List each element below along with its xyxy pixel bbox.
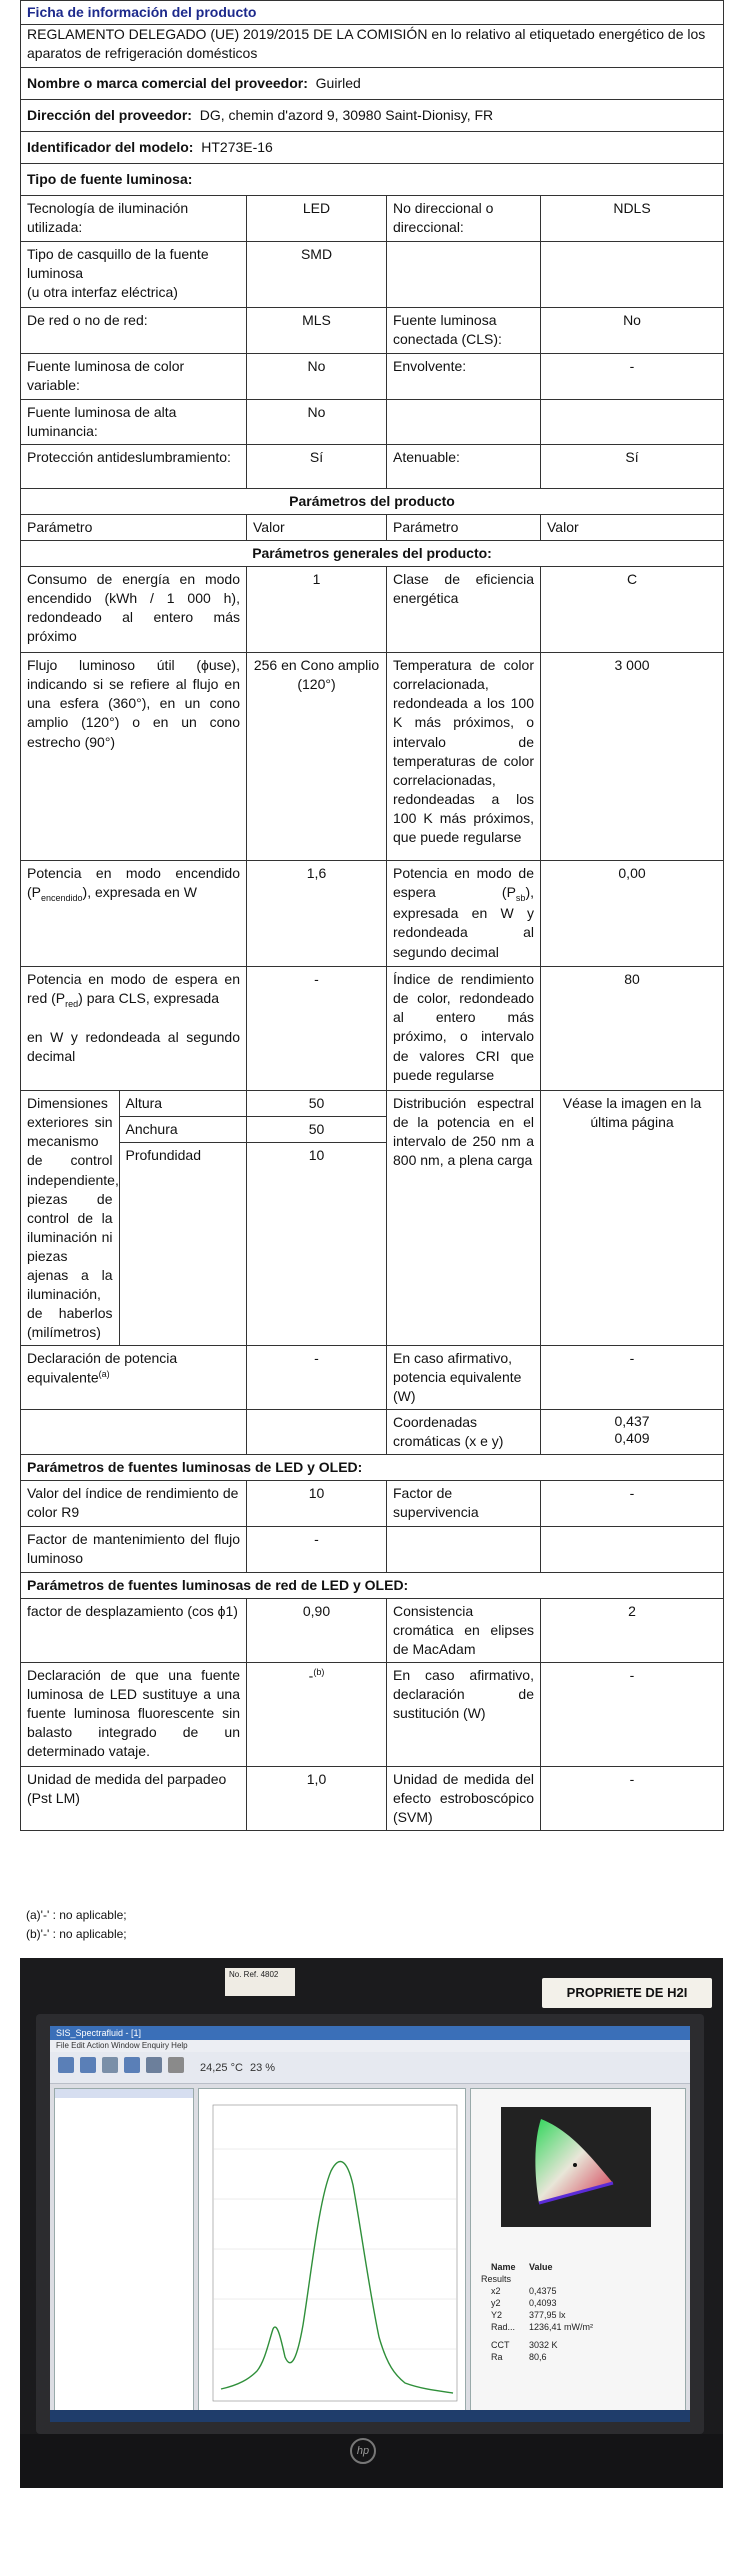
product-params-header: Parámetros del producto: [21, 489, 724, 515]
net-standby-sub: red: [65, 999, 79, 1010]
source-label: Fuente luminosa conectada (CLS):: [387, 308, 541, 354]
replace-value: [247, 1663, 387, 1767]
strobo-value: -: [541, 1767, 724, 1831]
source-value: No: [247, 400, 387, 445]
source-value: Sí: [247, 445, 387, 489]
spectrum-plot: [199, 2089, 465, 2417]
net-standby-label-a: Potencia en modo de espera en red (P: [27, 971, 240, 1007]
source-value: SMD: [247, 242, 387, 308]
dimensions-label: Dimensiones exteriores sin mecanismo de control independiente, piezas de control de la iluminación ni piezas ajenas a la iluminación, de haberlos (milímetros): [21, 1091, 119, 1344]
source-label: No direccional o direccional:: [387, 196, 541, 242]
result-row: [477, 2351, 681, 2363]
source-label: Fuente luminosa de alta luminancia:: [21, 400, 247, 445]
spectrum-plot-panel: [198, 2088, 466, 2418]
mains-led-header: Parámetros de fuentes luminosas de red de LED y OLED:: [21, 1572, 724, 1598]
chroma-value: [541, 1409, 724, 1454]
footnotes: [26, 1906, 127, 1944]
strobo-label: Unidad de medida del efecto estroboscópico (SVM): [387, 1767, 541, 1831]
source-label-line: Tipo de casquillo de la fuente luminosa: [27, 246, 209, 282]
equiv-label-text: Declaración de potencia equivalente: [27, 1349, 178, 1386]
dimension-name: Profundidad: [119, 1143, 246, 1169]
general-params-header: Parámetros generales del producto:: [21, 541, 724, 567]
result-value: 0,4093: [529, 2298, 557, 2308]
result-row: [477, 2321, 681, 2333]
source-label: [21, 242, 247, 308]
temperature-readout: 24,25 °C: [200, 2062, 243, 2074]
source-label: [387, 242, 541, 308]
result-name: Y2: [491, 2310, 503, 2320]
power-on-value: 1,6: [247, 861, 387, 967]
dimension-value: 50: [247, 1091, 386, 1117]
regulation-text: REGLAMENTO DELEGADO (UE) 2019/2015 DE LA COMISIÓN en lo relativo al etiquetado energético de los aparatos de refrigeración domésticos: [21, 25, 724, 68]
sheet-title: Ficha de información del producto: [21, 1, 724, 25]
product-sheet-table: [20, 0, 724, 1831]
standby-label-a: Potencia en modo de espera (P: [393, 865, 534, 901]
column-header-value: Valor: [247, 515, 387, 541]
net-standby-value: -: [247, 967, 387, 1091]
dimension-value: 10: [247, 1143, 386, 1169]
equiv2-value: -: [541, 1345, 724, 1409]
led-params-header: Parámetros de fuentes luminosas de LED y OLED:: [21, 1454, 724, 1480]
address-value: DG, chemin d'azord 9, 30980 Saint-Dionisy, FR: [199, 107, 494, 124]
source-label: Envolvente:: [387, 354, 541, 400]
dimension-name: Anchura: [119, 1117, 246, 1143]
result-name: y2: [491, 2298, 501, 2308]
results-header-name: Name: [491, 2262, 516, 2272]
supplier-row: [21, 68, 724, 100]
net-standby-label-c: en W y redondeada al segundo decimal: [27, 1029, 240, 1065]
energy-value: 1: [247, 567, 387, 653]
source-value: -: [541, 354, 724, 400]
flicker-label: Unidad de medida del parpadeo (Pst LM): [21, 1767, 247, 1831]
cri-value: 80: [541, 967, 724, 1091]
standby-value: 0,00: [541, 861, 724, 967]
cri-label: Índice de rendimiento de color, redondeado al entero más próximo, o intervalo de valores CRI que puede regularse: [387, 967, 541, 1091]
model-value: HT273E-16: [201, 139, 273, 156]
result-name: Ra: [491, 2352, 503, 2362]
macadam-value: 2: [541, 1599, 724, 1663]
flicker-value: 1,0: [247, 1767, 387, 1831]
source-label: Tecnología de iluminación utilizada:: [21, 196, 247, 242]
window-title-bar: SIS_Spectrafluid - [1]: [50, 2026, 690, 2040]
flux-value: 256 en Cono amplio (120°): [247, 653, 387, 861]
replace-sup: (b): [313, 1667, 325, 1678]
result-value: 0,4375: [529, 2286, 557, 2296]
standby-label-b: ), expresada en W y redondeada al segundo decimal: [393, 884, 534, 960]
cie-diagram: [501, 2107, 651, 2227]
spd-label: Distribución espectral de la potencia en el intervalo de 250 nm a 800 nm, a plena carga: [387, 1091, 541, 1345]
source-label: Fuente luminosa de color variable:: [21, 354, 247, 400]
result-name: x2: [491, 2286, 501, 2296]
product-information-sheet: [20, 0, 723, 1831]
source-label: Atenuable:: [387, 445, 541, 489]
source-value: No: [247, 354, 387, 400]
source-value: [541, 242, 724, 308]
chroma-x: 0,437: [614, 1412, 650, 1429]
replace2-value: -: [541, 1663, 724, 1767]
replace-label: Declaración de que una fuente luminosa de LED sustituye a una fuente luminosa fluorescente sin balasto integrado de un determinado vataje.: [21, 1663, 247, 1767]
source-value: No: [541, 308, 724, 354]
macadam-label: Consistencia cromática en elipses de MacAdam: [387, 1599, 541, 1663]
laptop-screen: [50, 2026, 690, 2422]
source-label: Protección antideslumbramiento:: [21, 445, 247, 489]
supplier-label: Nombre o marca comercial del proveedor:: [27, 75, 308, 92]
column-header-value: Valor: [541, 515, 724, 541]
model-label: Identificador del modelo:: [27, 139, 194, 156]
source-value: [541, 400, 724, 445]
toolbar: [50, 2052, 690, 2084]
column-header-param: Parámetro: [21, 515, 247, 541]
save-icon: [80, 2057, 96, 2073]
source-value: NDLS: [541, 196, 724, 242]
dimension-value: 50: [247, 1117, 386, 1143]
power-on-label-b: ), expresada en W: [82, 884, 197, 901]
survival-value: -: [541, 1480, 724, 1526]
efficiency-value: C: [541, 567, 724, 653]
reference-tag: No. Ref. 4802: [225, 1968, 295, 1996]
equiv-sup: (a): [98, 1368, 110, 1379]
flux-label: Flujo luminoso útil (ϕuse), indicando si se refiere al flujo en una esfera (360°), en un cono amplio (120°) o en un cono estrecho (90°): [21, 653, 247, 861]
results-list: [477, 2261, 681, 2363]
displacement-label: factor de desplazamiento (cos ϕ1): [21, 1599, 247, 1663]
search-icon: [102, 2057, 118, 2073]
source-label-line: (u otra interfaz eléctrica): [27, 284, 178, 301]
efficiency-label: Clase de eficiencia energética: [387, 567, 541, 653]
result-value: 1236,41 mW/m²: [529, 2322, 594, 2332]
menu-bar: File Edit Action Window Enquiry Help: [50, 2040, 690, 2052]
results-panel: [470, 2088, 686, 2418]
result-row: [477, 2339, 681, 2351]
column-header-param: Parámetro: [387, 515, 541, 541]
dimension-values-cell: [247, 1091, 387, 1345]
footnote-b: (b)'-' : no aplicable;: [26, 1927, 127, 1942]
equiv2-label: En caso afirmativo, potencia equivalente (W): [387, 1345, 541, 1409]
source-type-header: Tipo de fuente luminosa:: [21, 164, 724, 196]
dimensions-table: [21, 1091, 246, 1344]
replace2-label: En caso afirmativo, declaración de sustitución (W): [387, 1663, 541, 1767]
result-value: 80,6: [529, 2352, 547, 2362]
settings-icon: [146, 2057, 162, 2073]
power-on-label-a: Potencia en modo encendido (P: [27, 865, 240, 901]
source-value: LED: [247, 196, 387, 242]
r9-label: Valor del índice de rendimiento de color R9: [21, 1480, 247, 1526]
survival-label: Factor de supervivencia: [387, 1480, 541, 1526]
spectrum-photo: [20, 1958, 723, 2488]
dimension-values-table: [247, 1091, 386, 1174]
ownership-sticker: PROPRIETE DE H2I: [542, 1978, 712, 2008]
power-on-sub: encendido: [41, 893, 83, 904]
address-label: Dirección del proveedor:: [27, 107, 192, 124]
energy-label: Consumo de energía en modo encendido (kWh / 1 000 h), redondeado al entero más próximo: [21, 567, 247, 653]
chroma-label: Coordenadas cromáticas (x e y): [387, 1409, 541, 1454]
footnote-a: (a)'-' : no aplicable;: [26, 1908, 127, 1922]
result-row: [477, 2309, 681, 2321]
tools-icon: [168, 2057, 184, 2073]
equiv-label: [21, 1345, 247, 1409]
open-icon: [58, 2057, 74, 2073]
displacement-value: 0,90: [247, 1599, 387, 1663]
spd-value: Véase la imagen en la última página: [541, 1091, 724, 1345]
lumen-maint-label: Factor de mantenimiento del flujo luminoso: [21, 1526, 247, 1572]
supplier-value: Guirled: [315, 75, 361, 92]
result-row: [477, 2285, 681, 2297]
result-name: CCT: [491, 2340, 510, 2350]
dimension-name: Altura: [119, 1091, 246, 1117]
source-label: [387, 400, 541, 445]
humidity-readout: 23 %: [250, 2062, 276, 2074]
result-value: 377,95 lx: [529, 2310, 566, 2320]
cct-label: Temperatura de color correlacionada, redondeada a los 100 K más próximos, o intervalo de temperaturas de color correlacionadas, redondeadas a los 100 K más próximos, que puede regularse: [387, 653, 541, 861]
source-label: De red o no de red:: [21, 308, 247, 354]
net-standby-label: [21, 967, 247, 1091]
dimensions-cell: [21, 1091, 247, 1345]
source-value: MLS: [247, 308, 387, 354]
standby-label: [387, 861, 541, 967]
hp-logo-icon: hp: [350, 2438, 376, 2464]
source-value: Sí: [541, 445, 724, 489]
measure-icon: [124, 2057, 140, 2073]
measurement-tree: [54, 2088, 194, 2418]
taskbar: [50, 2410, 690, 2422]
chroma-y: 0,409: [614, 1429, 650, 1446]
equiv-value: -: [247, 1345, 387, 1409]
power-on-label: [21, 861, 247, 967]
result-name: Rad...: [491, 2322, 516, 2332]
results-group: Results: [481, 2274, 512, 2284]
address-row: [21, 100, 724, 132]
net-standby-label-b: ) para CLS, expresada: [78, 990, 219, 1007]
r9-value: 10: [247, 1480, 387, 1526]
standby-sub: sb: [515, 893, 526, 904]
model-row: [21, 132, 724, 164]
replace-value-text: -: [308, 1667, 314, 1684]
cct-value: 3 000: [541, 653, 724, 861]
results-header-value: Value: [529, 2262, 553, 2272]
result-value: 3032 K: [529, 2340, 558, 2350]
lumen-maint-value: -: [247, 1526, 387, 1572]
result-row: [477, 2297, 681, 2309]
